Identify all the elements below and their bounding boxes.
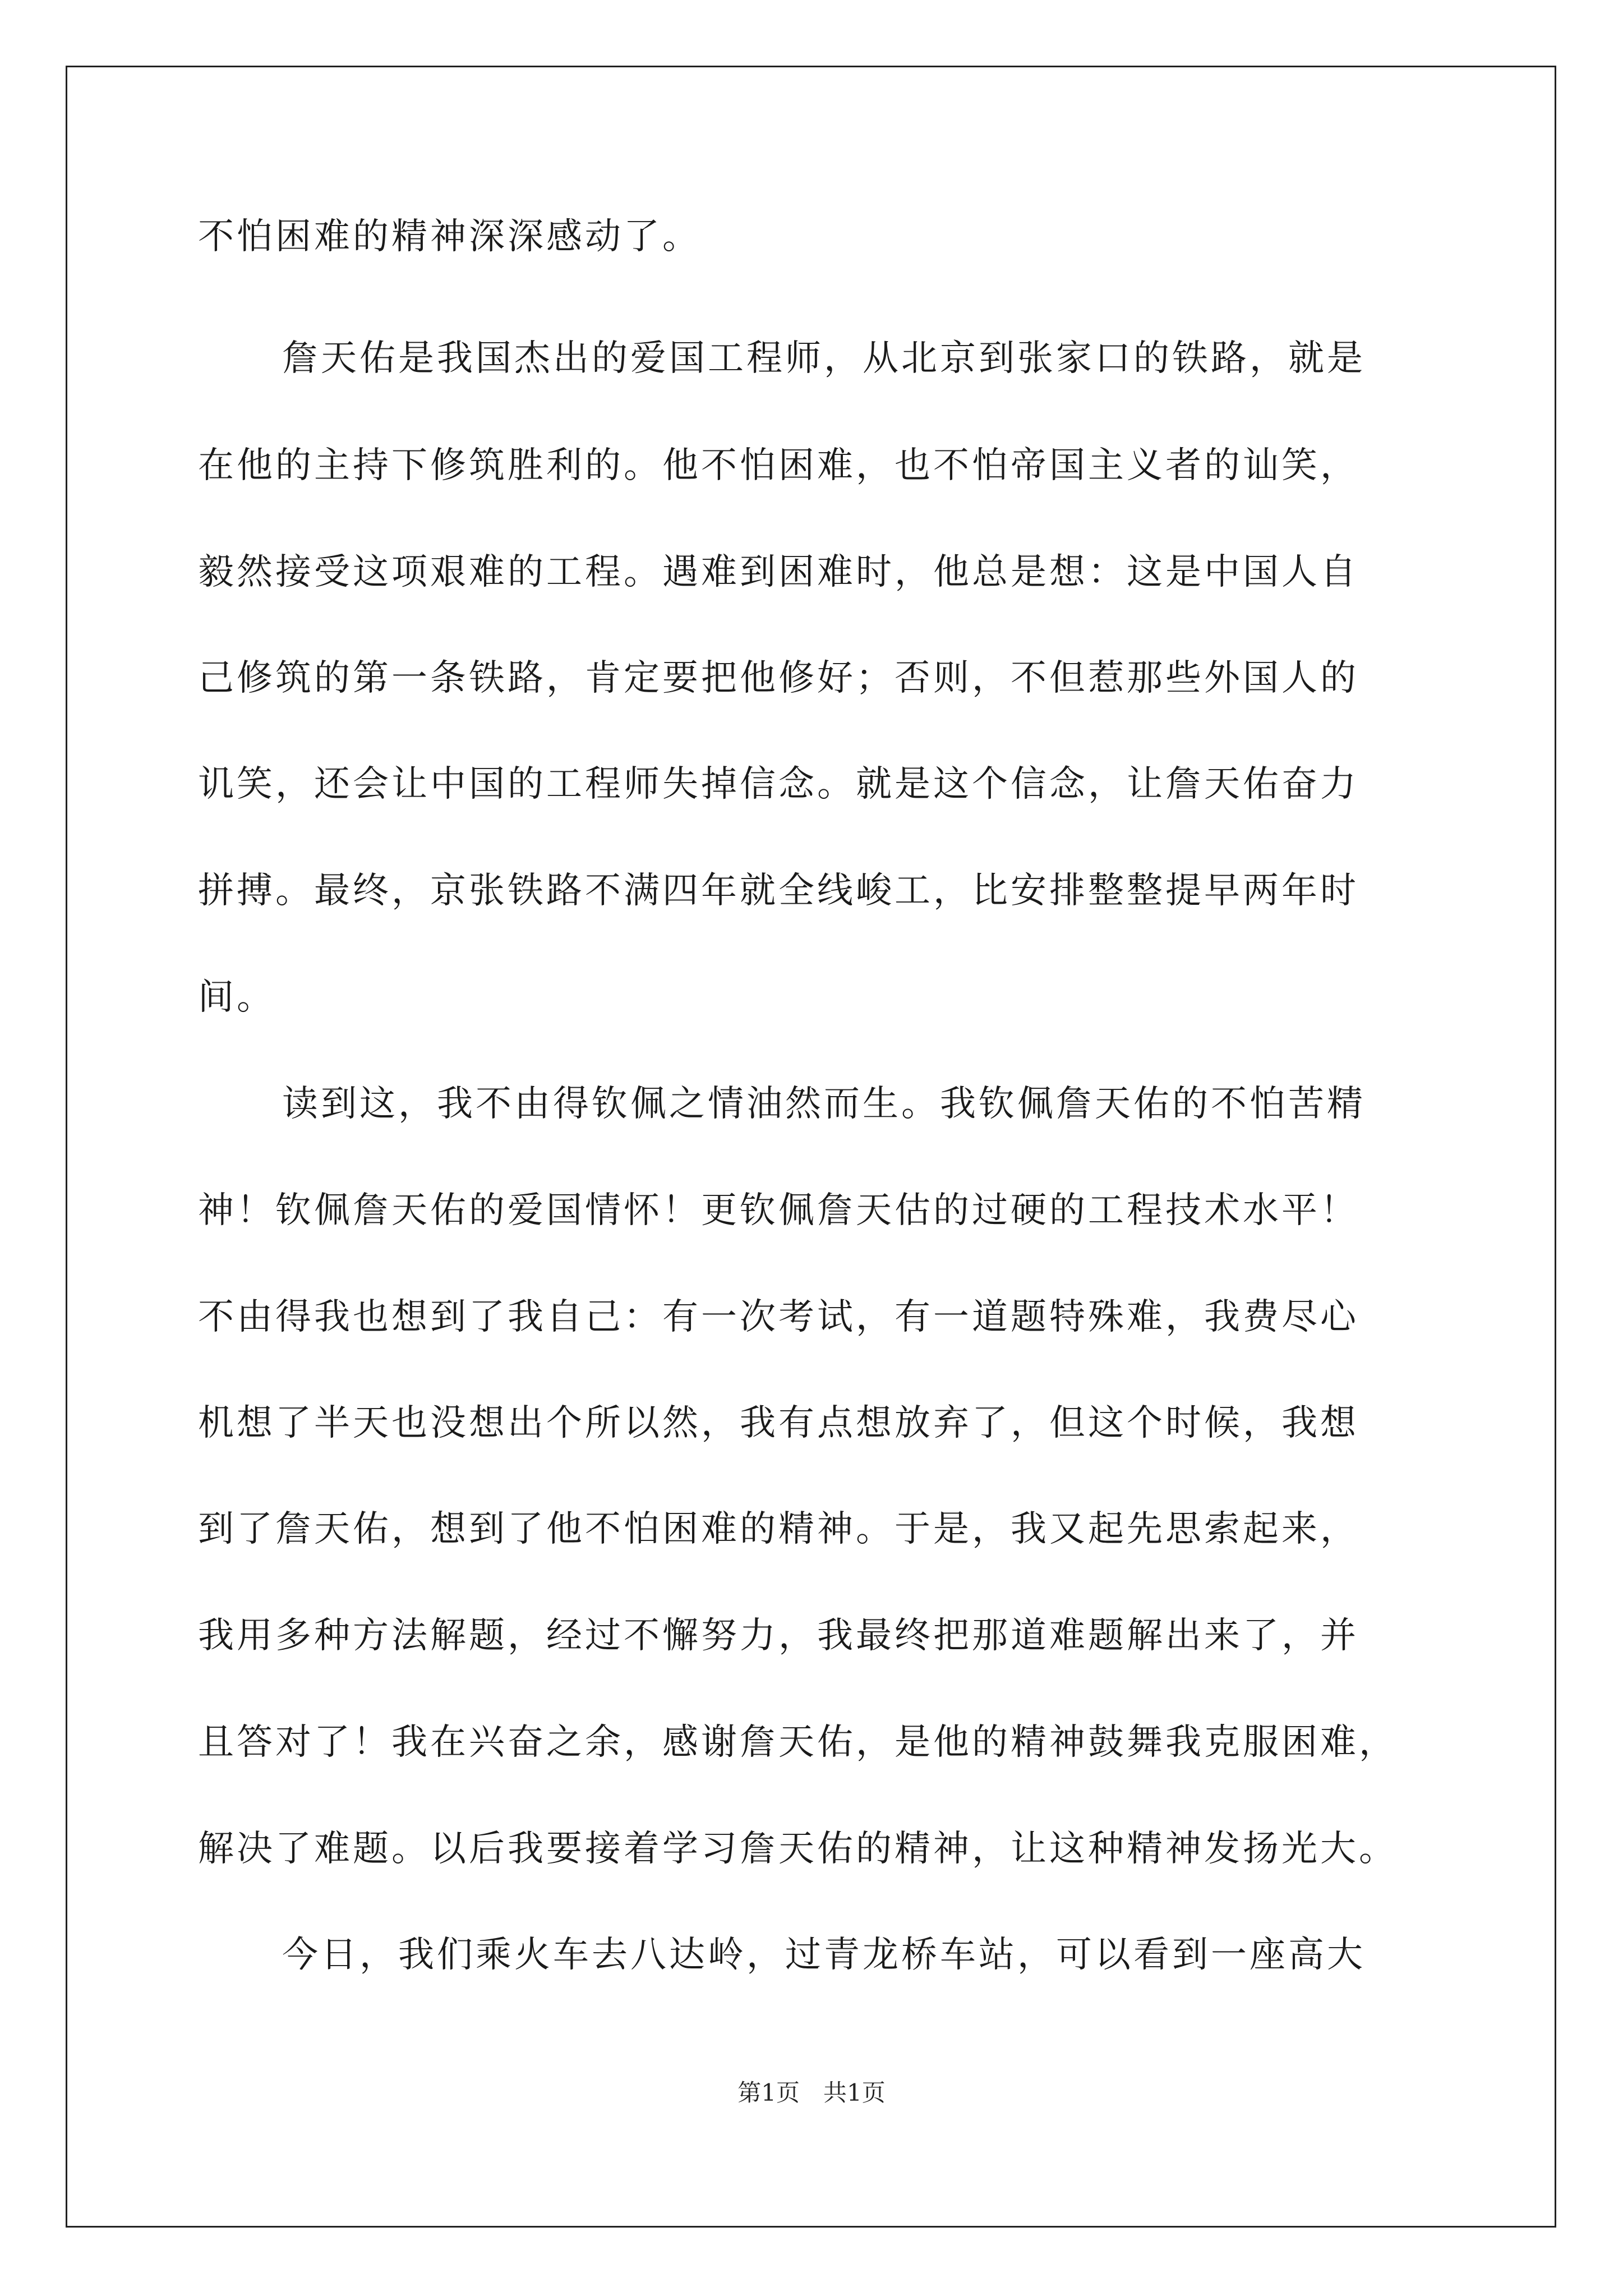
paragraph-first-line: 詹天佑是我国杰出的爱国工程师，从北京到张家口的铁路，就是 bbox=[282, 338, 1366, 379]
text-line: 神！钦佩詹天佑的爱国情怀！更钦佩詹天估的过硬的工程技术水平！ bbox=[198, 1190, 1359, 1231]
text-line: 在他的主持下修筑胜利的。他不怕困难，也不怕帝国主义者的讪笑， bbox=[198, 445, 1359, 486]
page-border bbox=[66, 66, 1556, 2228]
text-line: 解决了难题。以后我要接着学习詹天佑的精神，让这种精神发扬光大。 bbox=[198, 1828, 1398, 1870]
text-line: 不由得我也想到了我自己：有一次考试，有一道题特殊难，我费尽心 bbox=[198, 1296, 1359, 1338]
paragraph-first-line: 读到这，我不由得钦佩之情油然而生。我钦佩詹天佑的不怕苦精 bbox=[282, 1083, 1366, 1125]
text-line: 拼搏。最终，京张铁路不满四年就全线峻工，比安排整整提早两年时 bbox=[198, 870, 1359, 912]
text-line: 到了詹天佑，想到了他不怕困难的精神。于是，我又起先思索起来， bbox=[198, 1508, 1359, 1550]
text-line: 机想了半天也没想出个所以然，我有点想放弃了，但这个时候，我想 bbox=[198, 1402, 1359, 1444]
text-line: 讥笑，还会让中国的工程师失掉信念。就是这个信念，让詹天佑奋力 bbox=[198, 763, 1359, 805]
page-number: 第1页 共1页 bbox=[737, 2079, 886, 2106]
text-line: 己修筑的第一条铁路，肯定要把他修好；否则，不但惹那些外国人的 bbox=[198, 657, 1359, 699]
text-line: 且答对了！我在兴奋之余，感谢詹天佑，是他的精神鼓舞我克服困难， bbox=[198, 1722, 1398, 1763]
text-line: 毅然接受这项艰难的工程。遇难到困难时，他总是想：这是中国人自 bbox=[198, 551, 1359, 593]
text-line: 不怕困难的精神深深感动了。 bbox=[198, 216, 701, 257]
text-line: 我用多种方法解题，经过不懈努力，我最终把那道难题解出来了，并 bbox=[198, 1615, 1359, 1657]
text-line: 间。 bbox=[198, 977, 275, 1018]
paragraph-first-line: 今日，我们乘火车去八达岭，过青龙桥车站，可以看到一座高大 bbox=[282, 1934, 1366, 1976]
